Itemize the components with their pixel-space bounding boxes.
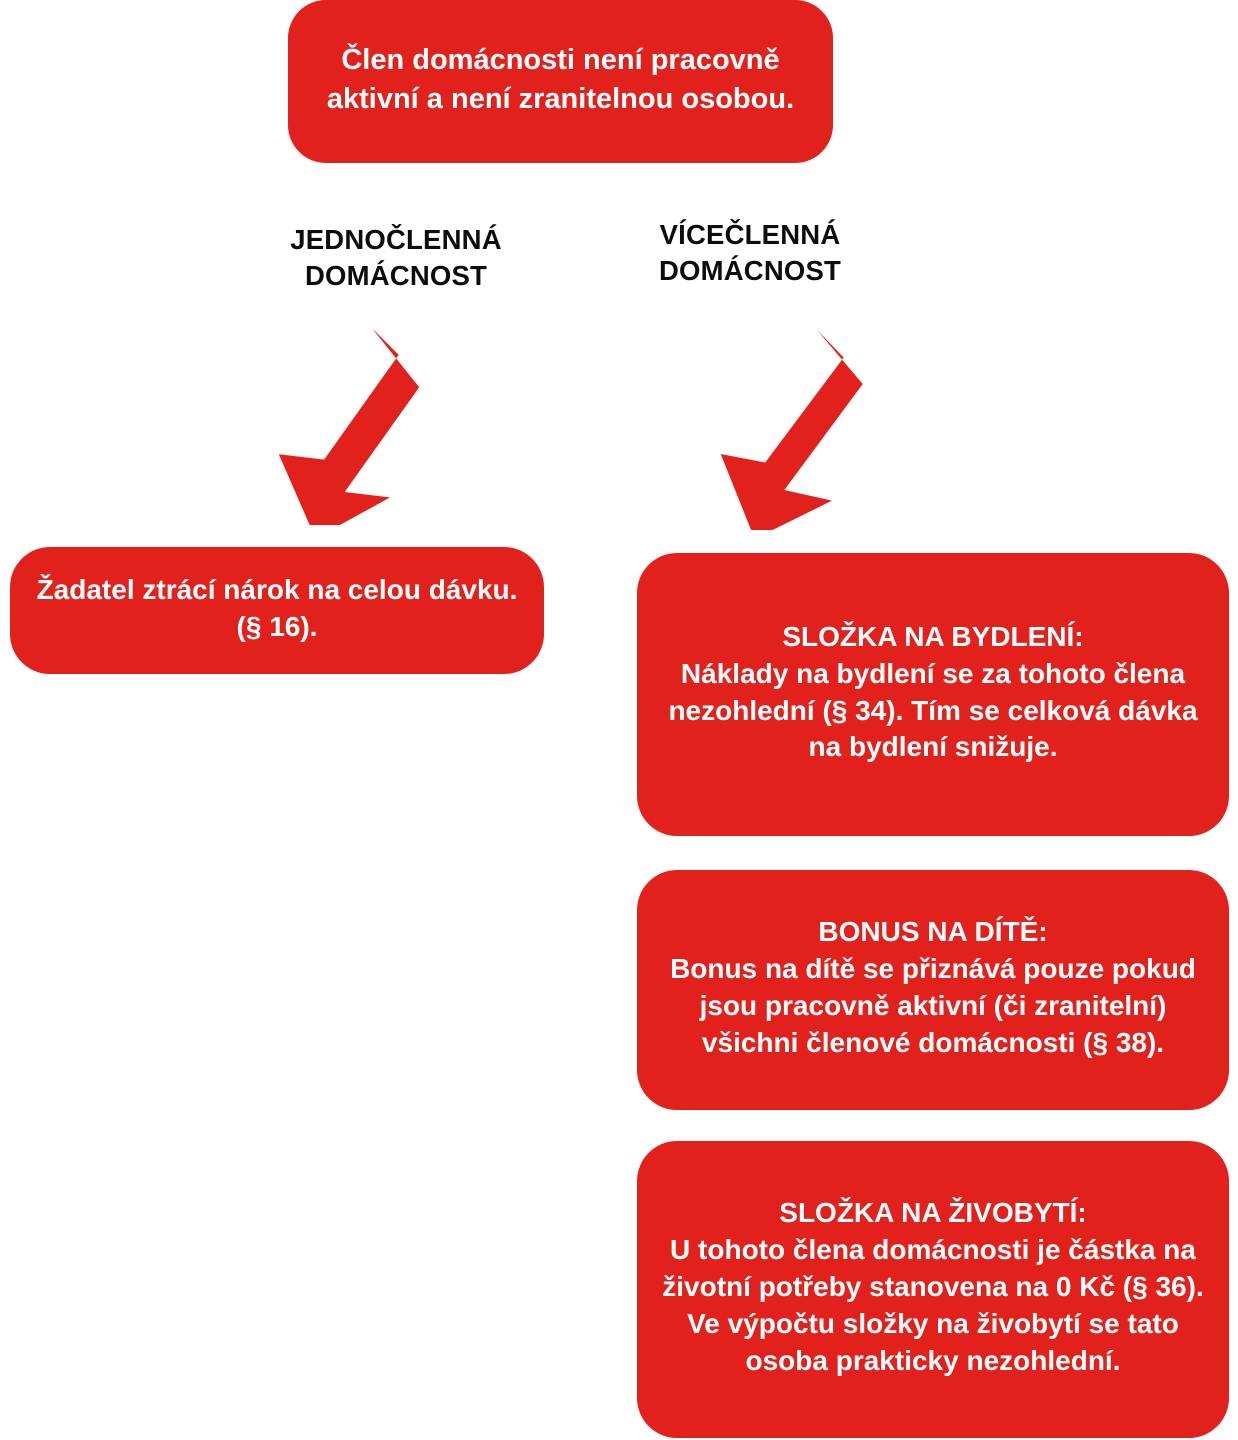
top-condition-text: Člen domácnosti není pracovně aktivní a není zranitelnou osobou. (326, 44, 795, 115)
child-bonus-body: Bonus na dítě se přiznává pouze pokud jsou pracovně aktivní (či zranitelní) všichni členové domácnosti (§ 38). (670, 953, 1196, 1058)
arrow-down-left-icon (268, 330, 428, 525)
branch-label-single-household (246, 222, 546, 295)
branch-label-multi-line2: DOMÁCNOST (658, 255, 842, 287)
child-bonus-box (637, 870, 1229, 1110)
housing-component-box (637, 553, 1229, 836)
living-component-box (637, 1141, 1229, 1438)
top-condition-box (288, 0, 833, 163)
housing-component-body: Náklady na bydlení se za tohoto člena nezohlední (§ 34). Tím se celková dávka na bydlení snižuje. (668, 657, 1198, 763)
housing-component-heading: SLOŽKA NA BYDLENÍ: (782, 620, 1084, 652)
branch-label-multi-line1: VÍCEČLENNÁ (659, 219, 841, 250)
branch-label-single-line1: JEDNOČLENNÁ (290, 224, 502, 255)
living-component-body: U tohoto člena domácnosti je částka na životní potřeby stanovena na 0 Kč (§ 36). Ve výpočtu složky na živobytí se tato osoba prakticky nezohlední. (662, 1234, 1204, 1376)
branch-label-single-line2: DOMÁCNOST (304, 260, 488, 292)
arrow-down-right-icon (700, 330, 885, 530)
single-household-outcome-box (10, 547, 544, 674)
branch-label-multi-household (600, 217, 900, 290)
living-component-heading: SLOŽKA NA ŽIVOBYTÍ: (779, 1197, 1087, 1229)
single-household-outcome-text: Žadatel ztrácí nárok na celou dávku. (§ 16). (36, 573, 518, 642)
child-bonus-heading: BONUS NA DÍTĚ: (818, 916, 1048, 948)
